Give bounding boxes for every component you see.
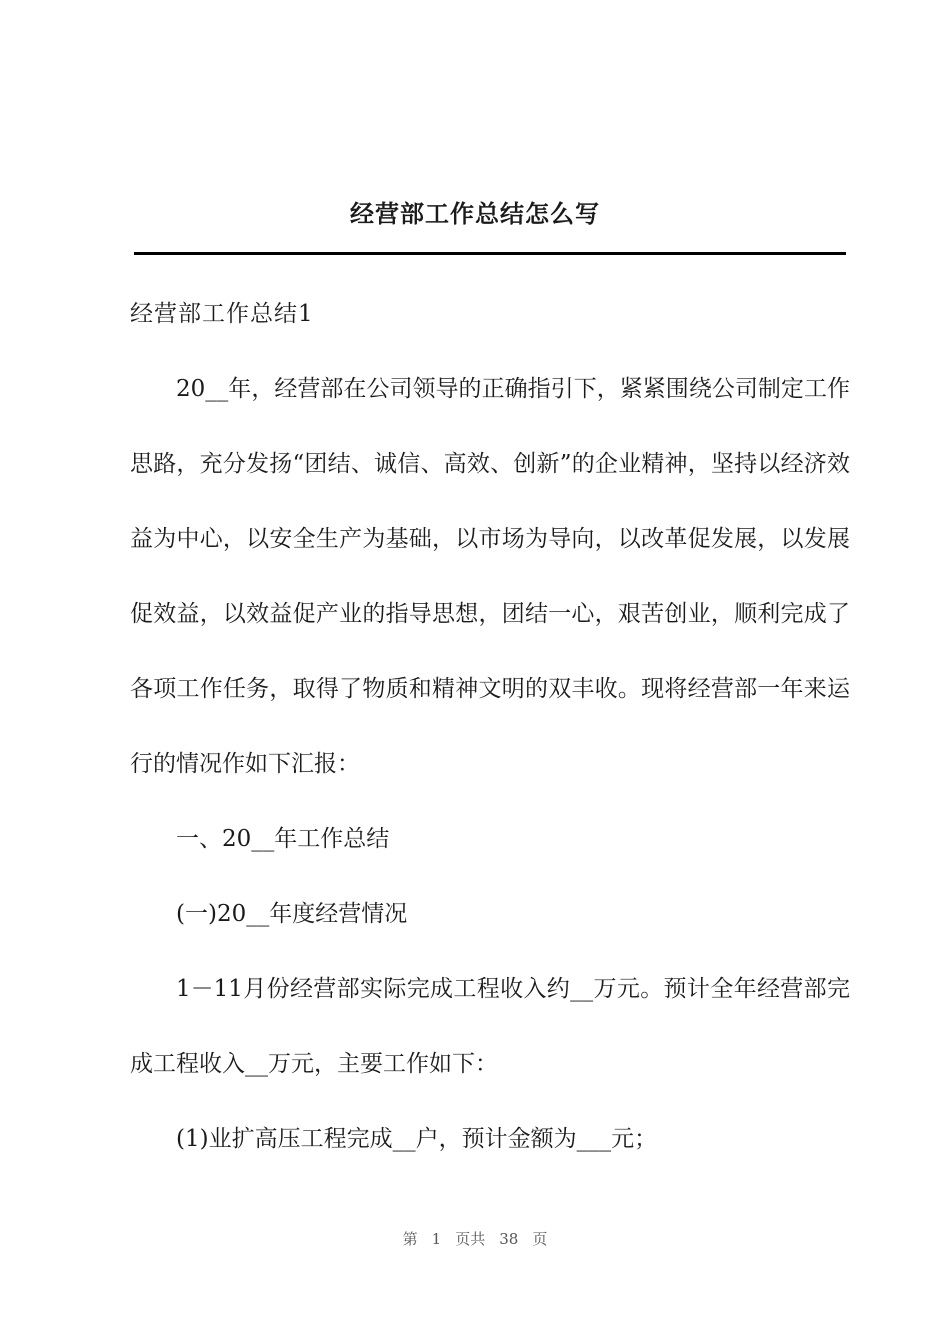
document-body [130, 277, 850, 1177]
footer-label-page-end: 页 [532, 1230, 548, 1248]
page-footer [0, 1228, 950, 1250]
body-paragraph-item-1: (1)业扩高压工程完成__户，预计金额为___元； [176, 1126, 658, 1152]
title-underline [134, 252, 846, 255]
body-paragraph-revenue: 1－11月份经营部实际完成工程收入约__万元。预计全年经营部完成工程收入__万元，主要工作如下： [130, 976, 850, 1077]
body-heading-level2: (一)20__年度经营情况 [176, 901, 408, 927]
section-heading: 经营部工作总结1 [130, 301, 314, 327]
footer-label-page: 第 [402, 1230, 418, 1248]
body-heading-level1: 一、20__年工作总结 [176, 826, 390, 852]
body-paragraph-intro: 20__年，经营部在公司领导的正确指引下，紧紧围绕公司制定工作思路，充分发扬“团结、诚信、高效、创新”的企业精神，坚持以经济效益为中心，以安全生产为基础，以市场为导向，以改革促发展，以发展促效益，以效益促产业的指导思想，团结一心，艰苦创业，顺利完成了各项工作任务，取得了物质和精神文明的双丰收。现将经营部一年来运行的情况作如下汇报： [130, 376, 850, 777]
footer-label-page-of: 页共 [455, 1230, 486, 1248]
document-title: 经营部工作总结怎么写 [350, 199, 600, 228]
footer-current-page: 1 [431, 1230, 442, 1248]
footer-total-pages: 38 [499, 1230, 519, 1248]
